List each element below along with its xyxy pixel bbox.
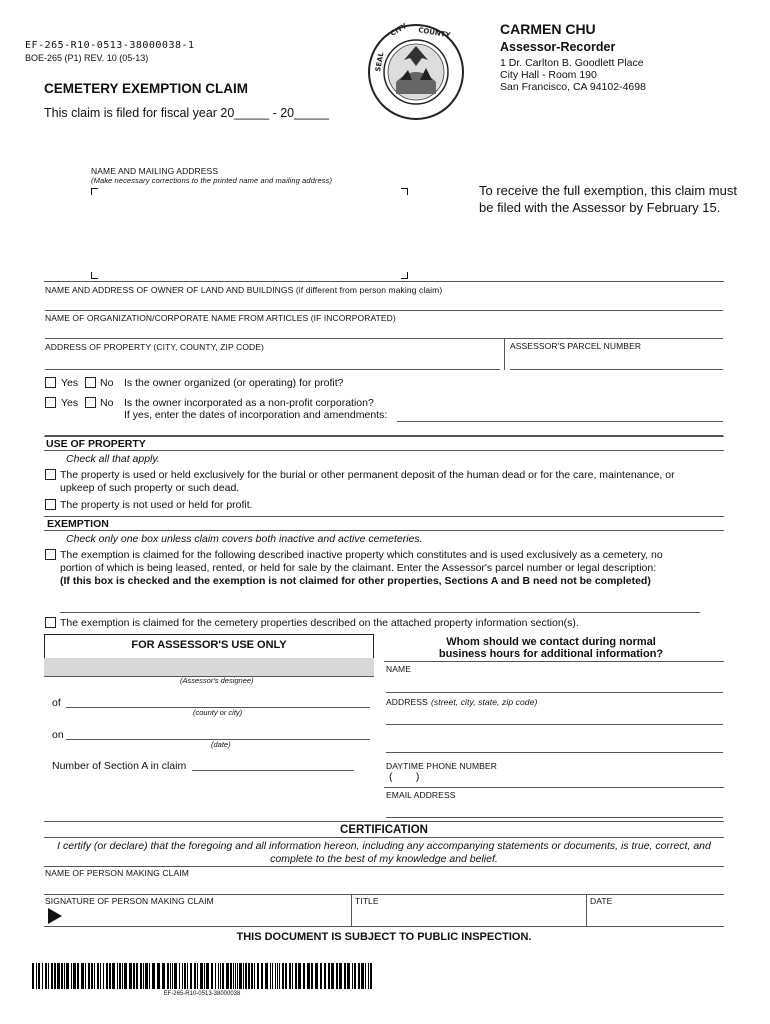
section-a-count-input[interactable] <box>192 756 354 771</box>
date-label: DATE <box>590 896 613 906</box>
property-address-label: ADDRESS OF PROPERTY (CITY, COUNTY, ZIP CODE) <box>45 342 264 352</box>
q1-no-label: No <box>100 377 114 389</box>
county-city-caption: (county or city) <box>193 708 243 717</box>
use-burial-text-2: upkeep of such property or such dead. <box>60 482 240 494</box>
q2-text: Is the owner incorporated as a non-profit corporation? <box>124 397 374 409</box>
page-title: CEMETERY EXEMPTION CLAIM <box>44 81 249 96</box>
contact-address-label: ADDRESS <box>386 697 428 707</box>
exemption-attached-text: The exemption is claimed for the cemetery properties described on the attached property information section(s). <box>60 617 579 629</box>
q2-followup-text: If yes, enter the dates of incorporation and amendments: <box>124 409 388 421</box>
svg-text:SEAL: SEAL <box>374 51 386 73</box>
exemption-heading: EXEMPTION <box>47 518 109 530</box>
contact-heading-2: business hours for additional information? <box>438 648 664 660</box>
divider <box>384 661 724 662</box>
claimant-name-input[interactable] <box>45 880 723 895</box>
contact-heading-1: Whom should we contact during normal <box>446 636 656 648</box>
county-city-input[interactable] <box>66 693 370 708</box>
use-hint: Check all that apply. <box>66 453 160 465</box>
incorporation-dates-input-2[interactable] <box>45 421 723 436</box>
section-a-label: Number of Section A in claim <box>52 760 187 772</box>
exemption-inactive-text-1: The exemption is claimed for the following described inactive property which constitutes and is used exclusively as a cemetery, no <box>60 549 663 561</box>
owner-label: NAME AND ADDRESS OF OWNER OF LAND AND BUILDINGS (if different from person making claim) <box>45 285 443 295</box>
certification-text-2: complete to the best of my knowledge and belief. <box>270 853 498 865</box>
assessor-address-line2: City Hall - Room 190 <box>500 69 597 81</box>
title-label: TITLE <box>355 896 379 906</box>
barcode-caption: EF-265-R10-0513-38000038 <box>163 991 241 997</box>
divider <box>384 787 724 788</box>
q2-no-label: No <box>100 397 114 409</box>
contact-phone-label: DAYTIME PHONE NUMBER <box>386 761 497 771</box>
mailing-corner-br <box>401 272 408 279</box>
title-input[interactable] <box>355 910 581 924</box>
organization-input[interactable] <box>45 324 723 339</box>
property-address-input[interactable] <box>45 355 500 370</box>
mailing-corner-tl <box>91 188 98 195</box>
organization-label: NAME OF ORGANIZATION/CORPORATE NAME FROM ARTICLES (IF INCORPORATED) <box>45 313 396 323</box>
date-caption: (date) <box>211 740 231 749</box>
date-input[interactable] <box>590 910 720 924</box>
svg-text:CITY: CITY <box>389 22 409 38</box>
use-burial-checkbox[interactable] <box>45 469 56 480</box>
assessor-designee-shaded-field <box>44 658 374 676</box>
public-inspection-notice: THIS DOCUMENT IS SUBJECT TO PUBLIC INSPECTION. <box>236 931 532 943</box>
use-of-property-heading: USE OF PROPERTY <box>46 438 146 450</box>
assessor-address-line3: San Francisco, CA 94102-4698 <box>500 81 646 93</box>
contact-address-input[interactable] <box>386 710 723 725</box>
svg-text:COUNTY: COUNTY <box>417 26 452 40</box>
mailing-address-sublabel: (Make necessary corrections to the printed name and mailing address) <box>91 176 333 185</box>
divider <box>44 894 724 895</box>
divider <box>44 866 724 867</box>
form-revision: BOE-265 (P1) REV. 10 (05-13) <box>25 53 149 63</box>
assessor-name: CARMEN CHU <box>500 21 596 37</box>
mailing-address-label: NAME AND MAILING ADDRESS <box>91 166 219 176</box>
q1-text: Is the owner organized (or operating) for profit? <box>124 377 344 389</box>
city-seal-icon <box>366 22 466 122</box>
contact-phone-input[interactable] <box>432 771 723 785</box>
divider <box>44 837 724 838</box>
divider <box>44 450 724 451</box>
divider <box>44 516 724 517</box>
q2-no-checkbox[interactable] <box>85 397 96 408</box>
use-not-for-profit-checkbox[interactable] <box>45 499 56 510</box>
divider <box>44 436 724 437</box>
parcel-number-label: ASSESSOR'S PARCEL NUMBER <box>510 341 642 351</box>
contact-address-hint: (street, city, state, zip code) <box>431 697 538 707</box>
mailing-corner-tr <box>401 188 408 195</box>
exemption-inactive-text-3: (If this box is checked and the exemption is not claimed for other properties, Sections A and B need not be completed) <box>60 575 651 587</box>
use-burial-text-1: The property is used or held exclusively for the burial or other permanent deposit of the human dead or for the care, maintenance, or <box>60 469 675 481</box>
parcel-number-input[interactable] <box>510 355 723 370</box>
contact-name-label: NAME <box>386 664 411 674</box>
assessor-use-heading: FOR ASSESSOR'S USE ONLY <box>131 639 287 651</box>
contact-email-label: EMAIL ADDRESS <box>386 790 456 800</box>
divider <box>504 339 505 370</box>
divider <box>44 530 724 531</box>
certification-text-1: I certify (or declare) that the foregoing and all information hereon, including any accompanying statements or documents, is true, correct, and <box>57 840 711 852</box>
exemption-hint: Check only one box unless claim covers both inactive and active cemeteries. <box>66 533 423 545</box>
contact-address-input-2[interactable] <box>386 738 723 753</box>
fiscal-year-line: This claim is filed for fiscal year 20_____ - 20_____ <box>44 106 329 120</box>
use-not-for-profit-text: The property is not used or held for profit. <box>60 499 253 511</box>
divider <box>44 926 724 927</box>
q1-no-checkbox[interactable] <box>85 377 96 388</box>
exemption-inactive-checkbox[interactable] <box>45 549 56 560</box>
assessor-role: Assessor-Recorder <box>500 40 616 54</box>
parcel-description-input[interactable] <box>60 598 700 613</box>
divider <box>586 894 587 926</box>
q1-yes-label: Yes <box>61 377 79 389</box>
q2-yes-checkbox[interactable] <box>45 397 56 408</box>
mailing-corner-bl <box>91 272 98 279</box>
q2-yes-label: Yes <box>61 397 79 409</box>
owner-input[interactable] <box>45 296 723 311</box>
on-label: on <box>52 729 64 741</box>
filing-deadline-notice: To receive the full exemption, this claim must be filed with the Assessor by February 15. <box>479 183 737 215</box>
assessor-date-input[interactable] <box>66 725 370 740</box>
assessor-address-line1: 1 Dr. Carlton B. Goodlett Place <box>500 57 644 69</box>
claimant-name-label: NAME OF PERSON MAKING CLAIM <box>45 868 189 878</box>
form-code: EF-265-R10-0513-38000038-1 <box>25 40 195 51</box>
exemption-inactive-text-2: portion of which is being leased, rented, or held for sale by the claimant. Enter the Assessor's parcel number or legal description: <box>60 562 657 574</box>
contact-name-input[interactable] <box>386 678 723 693</box>
signature-label: SIGNATURE OF PERSON MAKING CLAIM <box>45 896 214 906</box>
of-label: of <box>52 697 61 709</box>
mailing-address-input[interactable] <box>100 192 399 272</box>
signature-input[interactable] <box>68 910 346 924</box>
exemption-attached-checkbox[interactable] <box>45 617 56 628</box>
sign-here-arrow-icon <box>47 907 63 925</box>
contact-email-input[interactable] <box>386 803 723 818</box>
barcode-icon <box>32 963 372 989</box>
incorporation-dates-input[interactable] <box>397 407 723 422</box>
divider <box>44 281 724 282</box>
phone-area-code: ( ) <box>389 771 420 783</box>
divider <box>44 821 724 822</box>
divider <box>351 894 352 926</box>
assessor-designee-caption: (Assessor's designee) <box>180 676 254 685</box>
q1-yes-checkbox[interactable] <box>45 377 56 388</box>
certification-heading: CERTIFICATION <box>340 824 428 836</box>
